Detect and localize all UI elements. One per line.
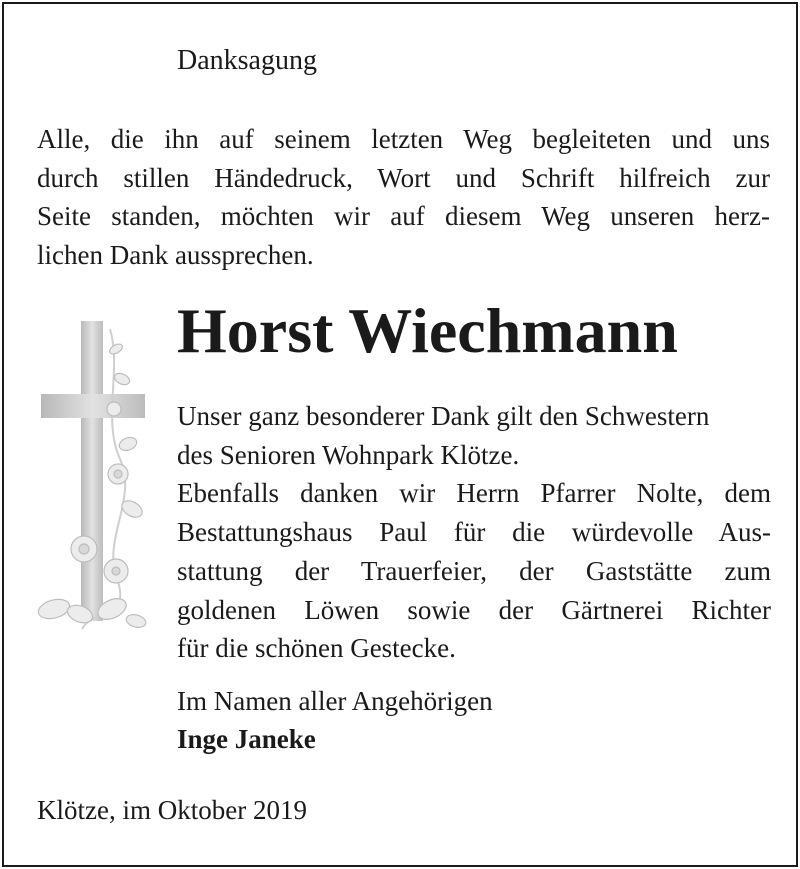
thanks-line: stattung der Trauerfeier, der Gaststätte zum (177, 555, 771, 586)
obituary-notice (2, 2, 798, 867)
deceased-name: Horst Wiechmann (177, 295, 678, 366)
cross-with-flowers-icon (32, 309, 152, 639)
intro-line: Seite standen, möchten wir auf diesem Weg unseren herz- (37, 201, 770, 231)
intro-line: durch stillen Händedruck, Wort und Schrift hilfreich zur (37, 162, 770, 193)
thanks-line: Bestattungshaus Paul für die würdevolle Aus- (177, 517, 771, 548)
signoff (177, 682, 493, 758)
thanks-line: Unser ganz besonderer Dank gilt den Schwestern (177, 401, 710, 431)
signer-name: Inge Janeke (177, 724, 316, 754)
intro-line: Alle, die ihn auf seinem letzten Weg begleiteten und uns (37, 124, 770, 154)
signoff-line: Im Namen aller Angehörigen (177, 686, 493, 716)
thanks-line: Ebenfalls danken wir Herrn Pfarrer Nolte, dem (177, 478, 771, 509)
intro-paragraph (37, 120, 770, 274)
notice-heading: Danksagung (177, 45, 317, 76)
place-and-date: Klötze, im Oktober 2019 (37, 795, 307, 825)
thanks-line: des Senioren Wohnpark Klötze. (177, 439, 520, 470)
thanks-line: für die schönen Gestecke. (177, 633, 456, 664)
intro-line: lichen Dank aussprechen. (37, 239, 314, 270)
thanks-paragraph (177, 397, 771, 668)
thanks-line: goldenen Löwen sowie der Gärtnerei Richter (177, 594, 771, 625)
